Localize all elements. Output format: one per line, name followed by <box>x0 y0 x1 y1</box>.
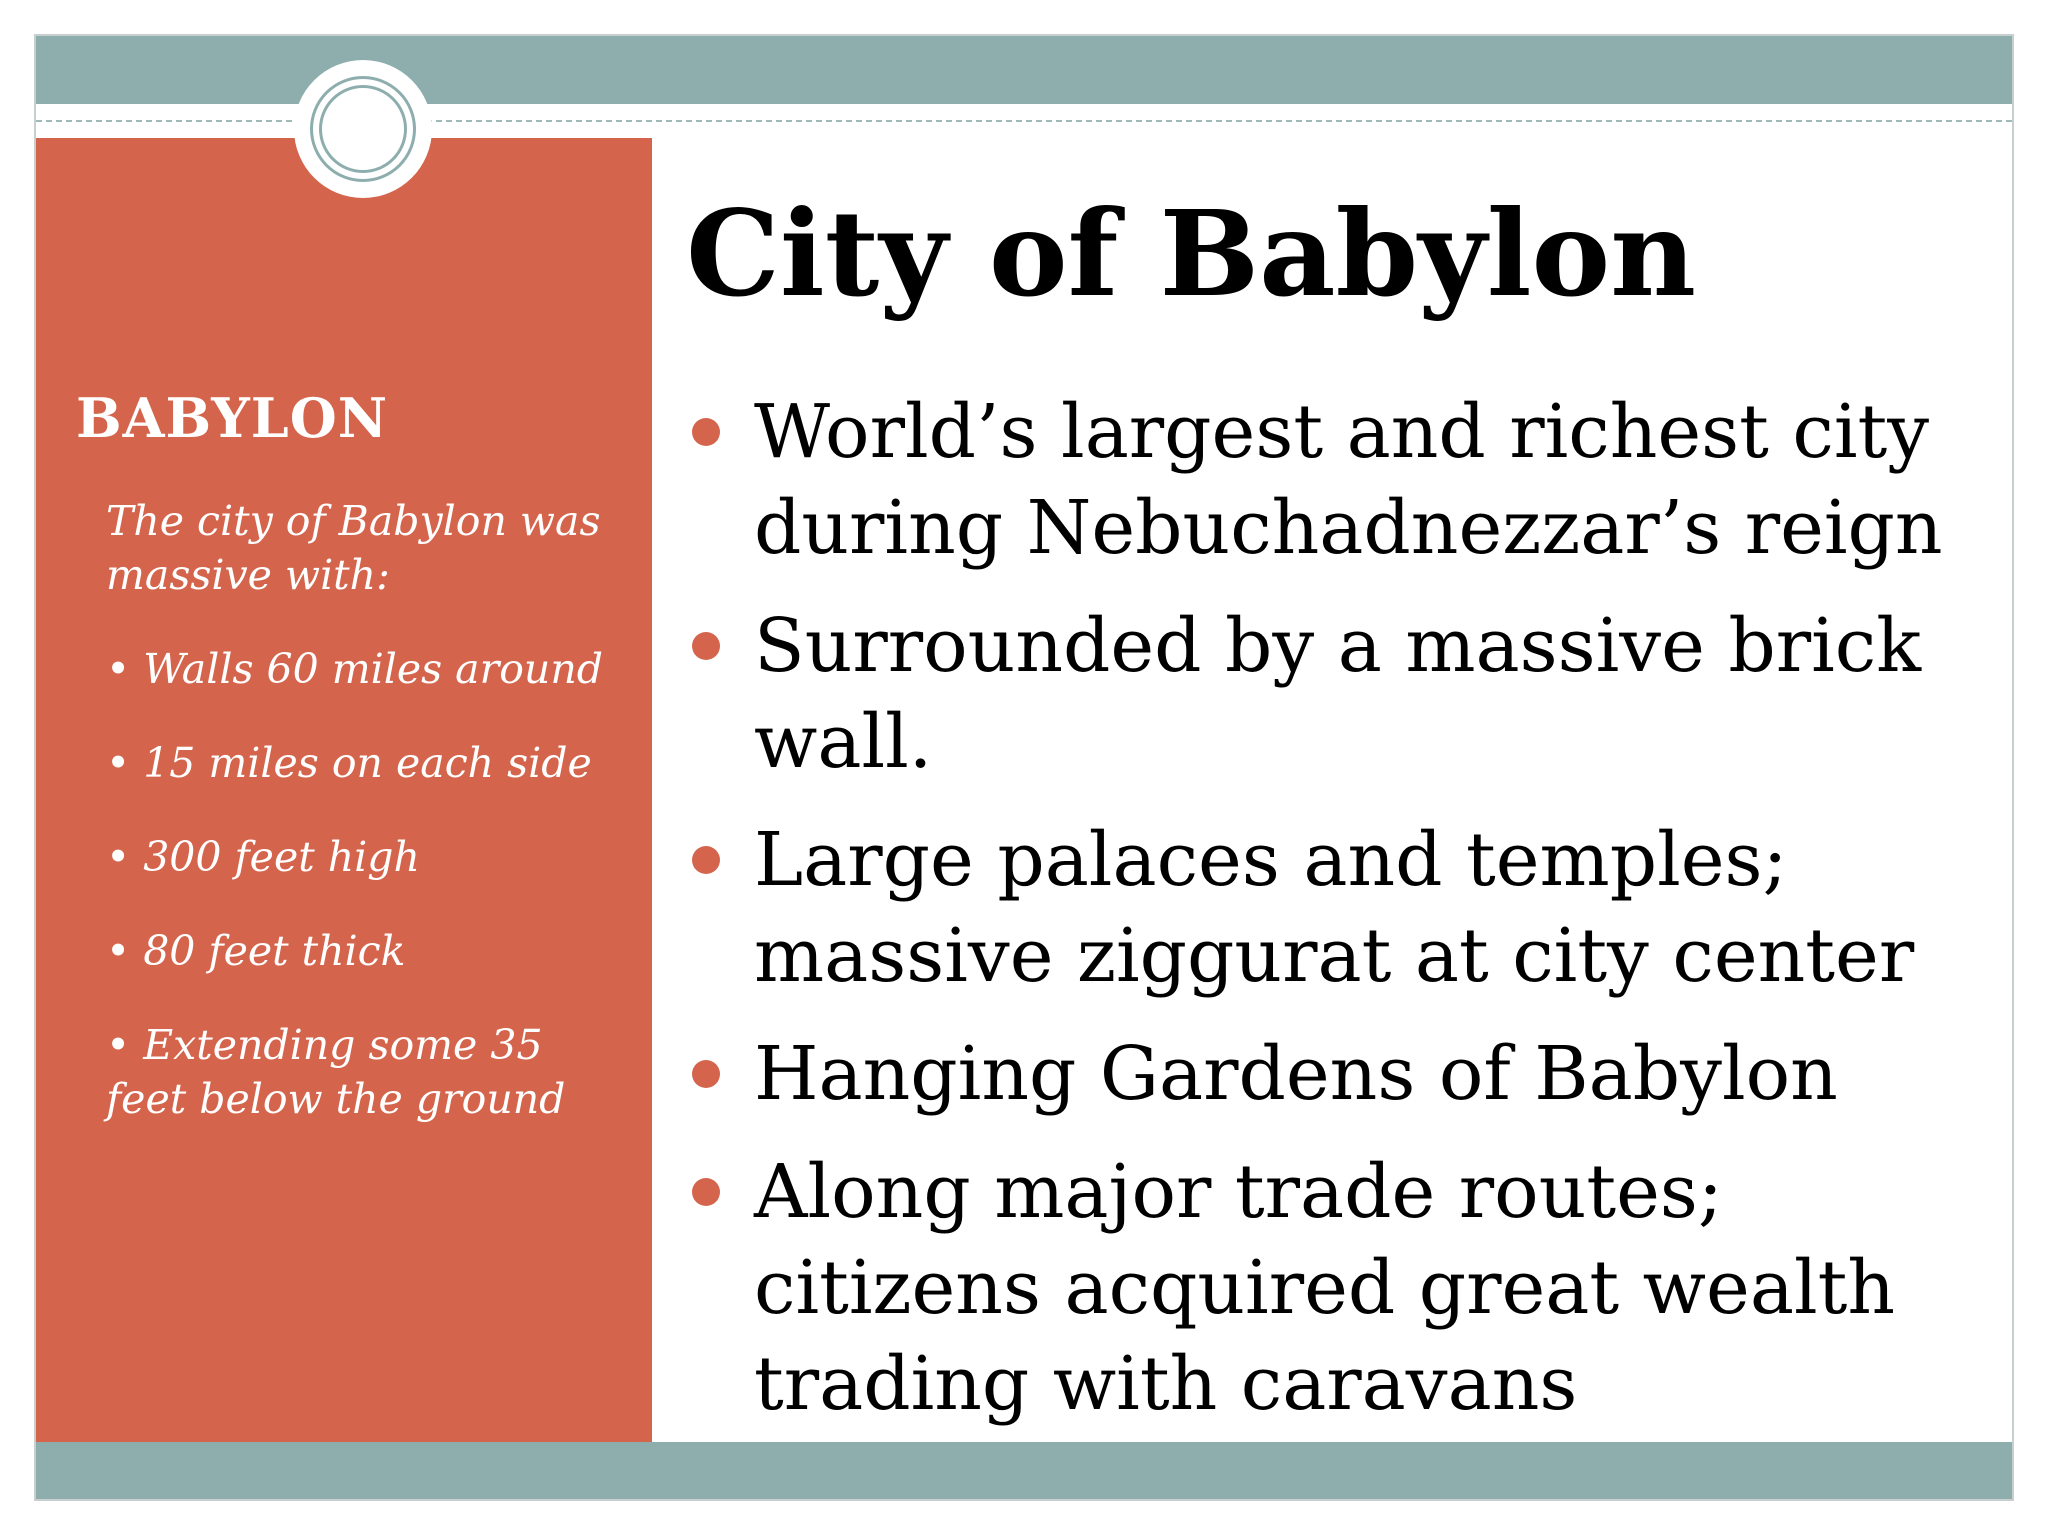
bullet-text: Surrounded by a massive brick wall. <box>754 603 1922 785</box>
sidebar-fact: • Walls 60 miles around <box>106 642 626 696</box>
sidebar-fact: • 15 miles on each side <box>106 736 626 790</box>
bullet-item <box>686 598 2014 790</box>
sidebar-body <box>106 494 626 1166</box>
bullet-dot-icon <box>692 418 720 446</box>
bullet-dot-icon <box>692 1060 720 1088</box>
sidebar-fact: • 300 feet high <box>106 830 626 884</box>
bullet-text: Large palaces and temples; massive ziggurat at city center <box>754 817 1915 999</box>
medallion-icon <box>294 60 432 198</box>
sidebar-heading: BABYLON <box>76 386 389 450</box>
slide-title: City of Babylon <box>686 184 1697 323</box>
sidebar-panel <box>36 138 652 1442</box>
sidebar-fact: • Extending some 35 feet below the ground <box>106 1018 626 1126</box>
bullet-dot-icon <box>692 846 720 874</box>
bullet-item <box>686 384 2014 576</box>
bullet-item <box>686 812 2014 1004</box>
bullet-text: Hanging Gardens of Babylon <box>754 1031 1838 1117</box>
slide <box>34 34 2014 1501</box>
sidebar-intro: The city of Babylon was massive with: <box>106 497 601 599</box>
bullet-item <box>686 1144 2014 1432</box>
medallion-inner-ring <box>319 85 407 173</box>
bullet-dot-icon <box>692 632 720 660</box>
bullet-item <box>686 1026 2014 1122</box>
sidebar-fact: • 80 feet thick <box>106 924 626 978</box>
bullet-dot-icon <box>692 1178 720 1206</box>
bullet-text: Along major trade routes; citizens acquired great wealth trading with caravans <box>754 1149 1896 1427</box>
bullet-list <box>686 384 2014 1454</box>
bullet-text: World’s largest and richest city during Nebuchadnezzar’s reign <box>754 389 1943 571</box>
